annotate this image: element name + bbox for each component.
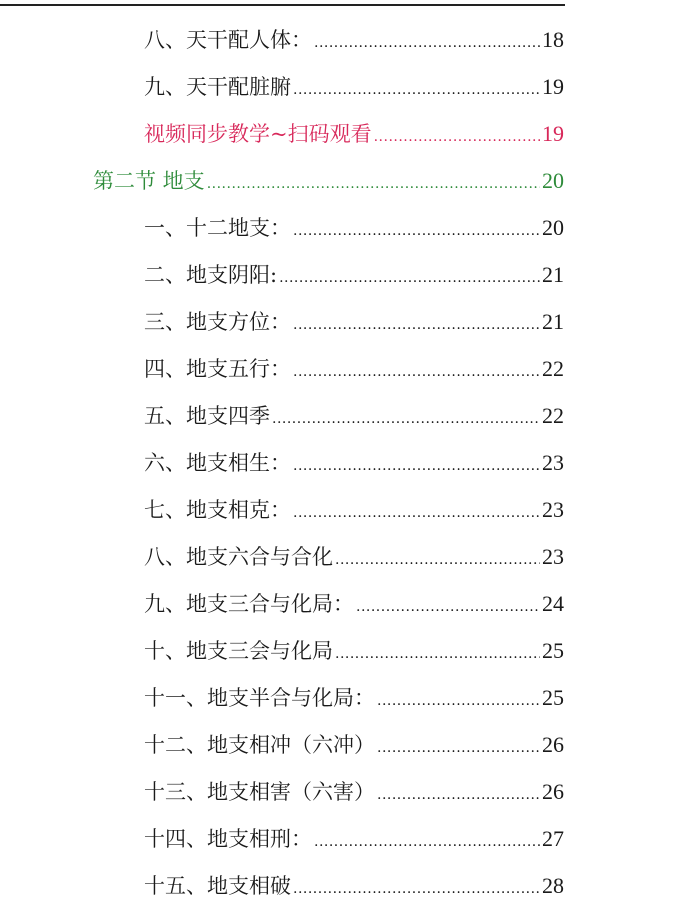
top-rule <box>0 4 565 6</box>
dot-leader <box>293 354 540 390</box>
toc-entry-title: 三、地支方位： <box>144 310 291 334</box>
toc-entry-page: 26 <box>542 779 564 804</box>
toc-entry-page: 21 <box>542 309 564 334</box>
toc-entry[interactable] <box>144 727 564 763</box>
toc-entry-page: 22 <box>542 356 564 381</box>
toc-entry[interactable] <box>144 257 564 293</box>
dot-leader <box>377 777 540 813</box>
dot-leader <box>207 166 540 202</box>
toc-entry[interactable] <box>144 210 564 246</box>
toc-entry-page: 26 <box>542 732 564 757</box>
toc-entry[interactable] <box>144 69 564 105</box>
dot-leader <box>293 871 540 907</box>
dot-leader <box>335 542 540 578</box>
dot-leader <box>377 730 540 766</box>
dot-leader <box>374 119 540 155</box>
toc-entry-page: 25 <box>542 685 564 710</box>
toc-entry-page: 21 <box>542 262 564 287</box>
toc-entry[interactable] <box>144 680 564 716</box>
toc-entry-page: 22 <box>542 403 564 428</box>
toc-entry-title: 九、地支三合与化局： <box>144 592 354 616</box>
toc-entry-page: 24 <box>542 591 564 616</box>
toc-entry-title: 十、地支三会与化局 <box>144 639 333 663</box>
toc-entry[interactable] <box>144 445 564 481</box>
toc-entry[interactable] <box>144 633 564 669</box>
toc-entry-title: 十四、地支相刑： <box>144 827 312 851</box>
toc-entry-title: 七、地支相克： <box>144 498 291 522</box>
toc-entry-page: 19 <box>542 121 564 146</box>
dot-leader <box>279 260 540 296</box>
toc-entry-page: 23 <box>542 497 564 522</box>
toc-entry-title: 六、地支相生： <box>144 451 291 475</box>
dot-leader <box>272 401 540 437</box>
dot-leader <box>314 25 540 61</box>
dot-leader <box>293 213 540 249</box>
dot-leader <box>293 495 540 531</box>
toc-entry-title: 十二、地支相冲（六冲） <box>144 733 375 757</box>
toc-entry-title: 十五、地支相破 <box>144 874 291 898</box>
toc-entry[interactable] <box>144 868 564 904</box>
dot-leader <box>335 636 540 672</box>
toc-entry[interactable] <box>144 586 564 622</box>
toc-entry-video-link[interactable] <box>144 116 564 152</box>
toc-entry[interactable] <box>144 398 564 434</box>
toc-entry-title: 视频同步教学~扫码观看 <box>144 122 372 146</box>
toc-entry-page: 18 <box>542 27 564 52</box>
toc-entry-title: 十一、地支半合与化局： <box>144 686 375 710</box>
toc-entry[interactable] <box>144 774 564 810</box>
toc-entry-page: 28 <box>542 873 564 898</box>
toc-entry-title: 二、地支阴阳: <box>144 263 278 287</box>
toc-entry[interactable] <box>144 351 564 387</box>
toc-entry-title: 十三、地支相害（六害） <box>144 780 375 804</box>
toc-entry-title: 第二节 地支 <box>93 169 205 193</box>
toc-entry-title: 八、天干配人体： <box>144 28 312 52</box>
toc-entry-page: 27 <box>542 826 564 851</box>
toc-entry[interactable] <box>144 304 564 340</box>
dot-leader <box>314 824 540 860</box>
toc-entry-title: 八、地支六合与合化 <box>144 545 333 569</box>
toc-entry[interactable] <box>144 22 564 58</box>
toc-entry-page: 19 <box>542 74 564 99</box>
toc-entry-page: 20 <box>542 215 564 240</box>
toc-entry[interactable] <box>144 821 564 857</box>
toc-entry-title: 五、地支四季 <box>144 404 270 428</box>
toc-entry[interactable] <box>144 492 564 528</box>
toc-section-heading[interactable] <box>93 163 564 199</box>
dot-leader <box>293 448 540 484</box>
dot-leader <box>293 72 540 108</box>
toc-entry-page: 20 <box>542 168 564 193</box>
toc-entry-page: 23 <box>542 450 564 475</box>
toc-entry[interactable] <box>144 539 564 575</box>
toc-entry-title: 四、地支五行： <box>144 357 291 381</box>
dot-leader <box>356 589 540 625</box>
dot-leader <box>293 307 540 343</box>
toc-entry-page: 25 <box>542 638 564 663</box>
dot-leader <box>377 683 540 719</box>
toc-entry-title: 九、天干配脏腑 <box>144 75 291 99</box>
toc-entry-page: 23 <box>542 544 564 569</box>
toc-entry-title: 一、十二地支： <box>144 216 291 240</box>
